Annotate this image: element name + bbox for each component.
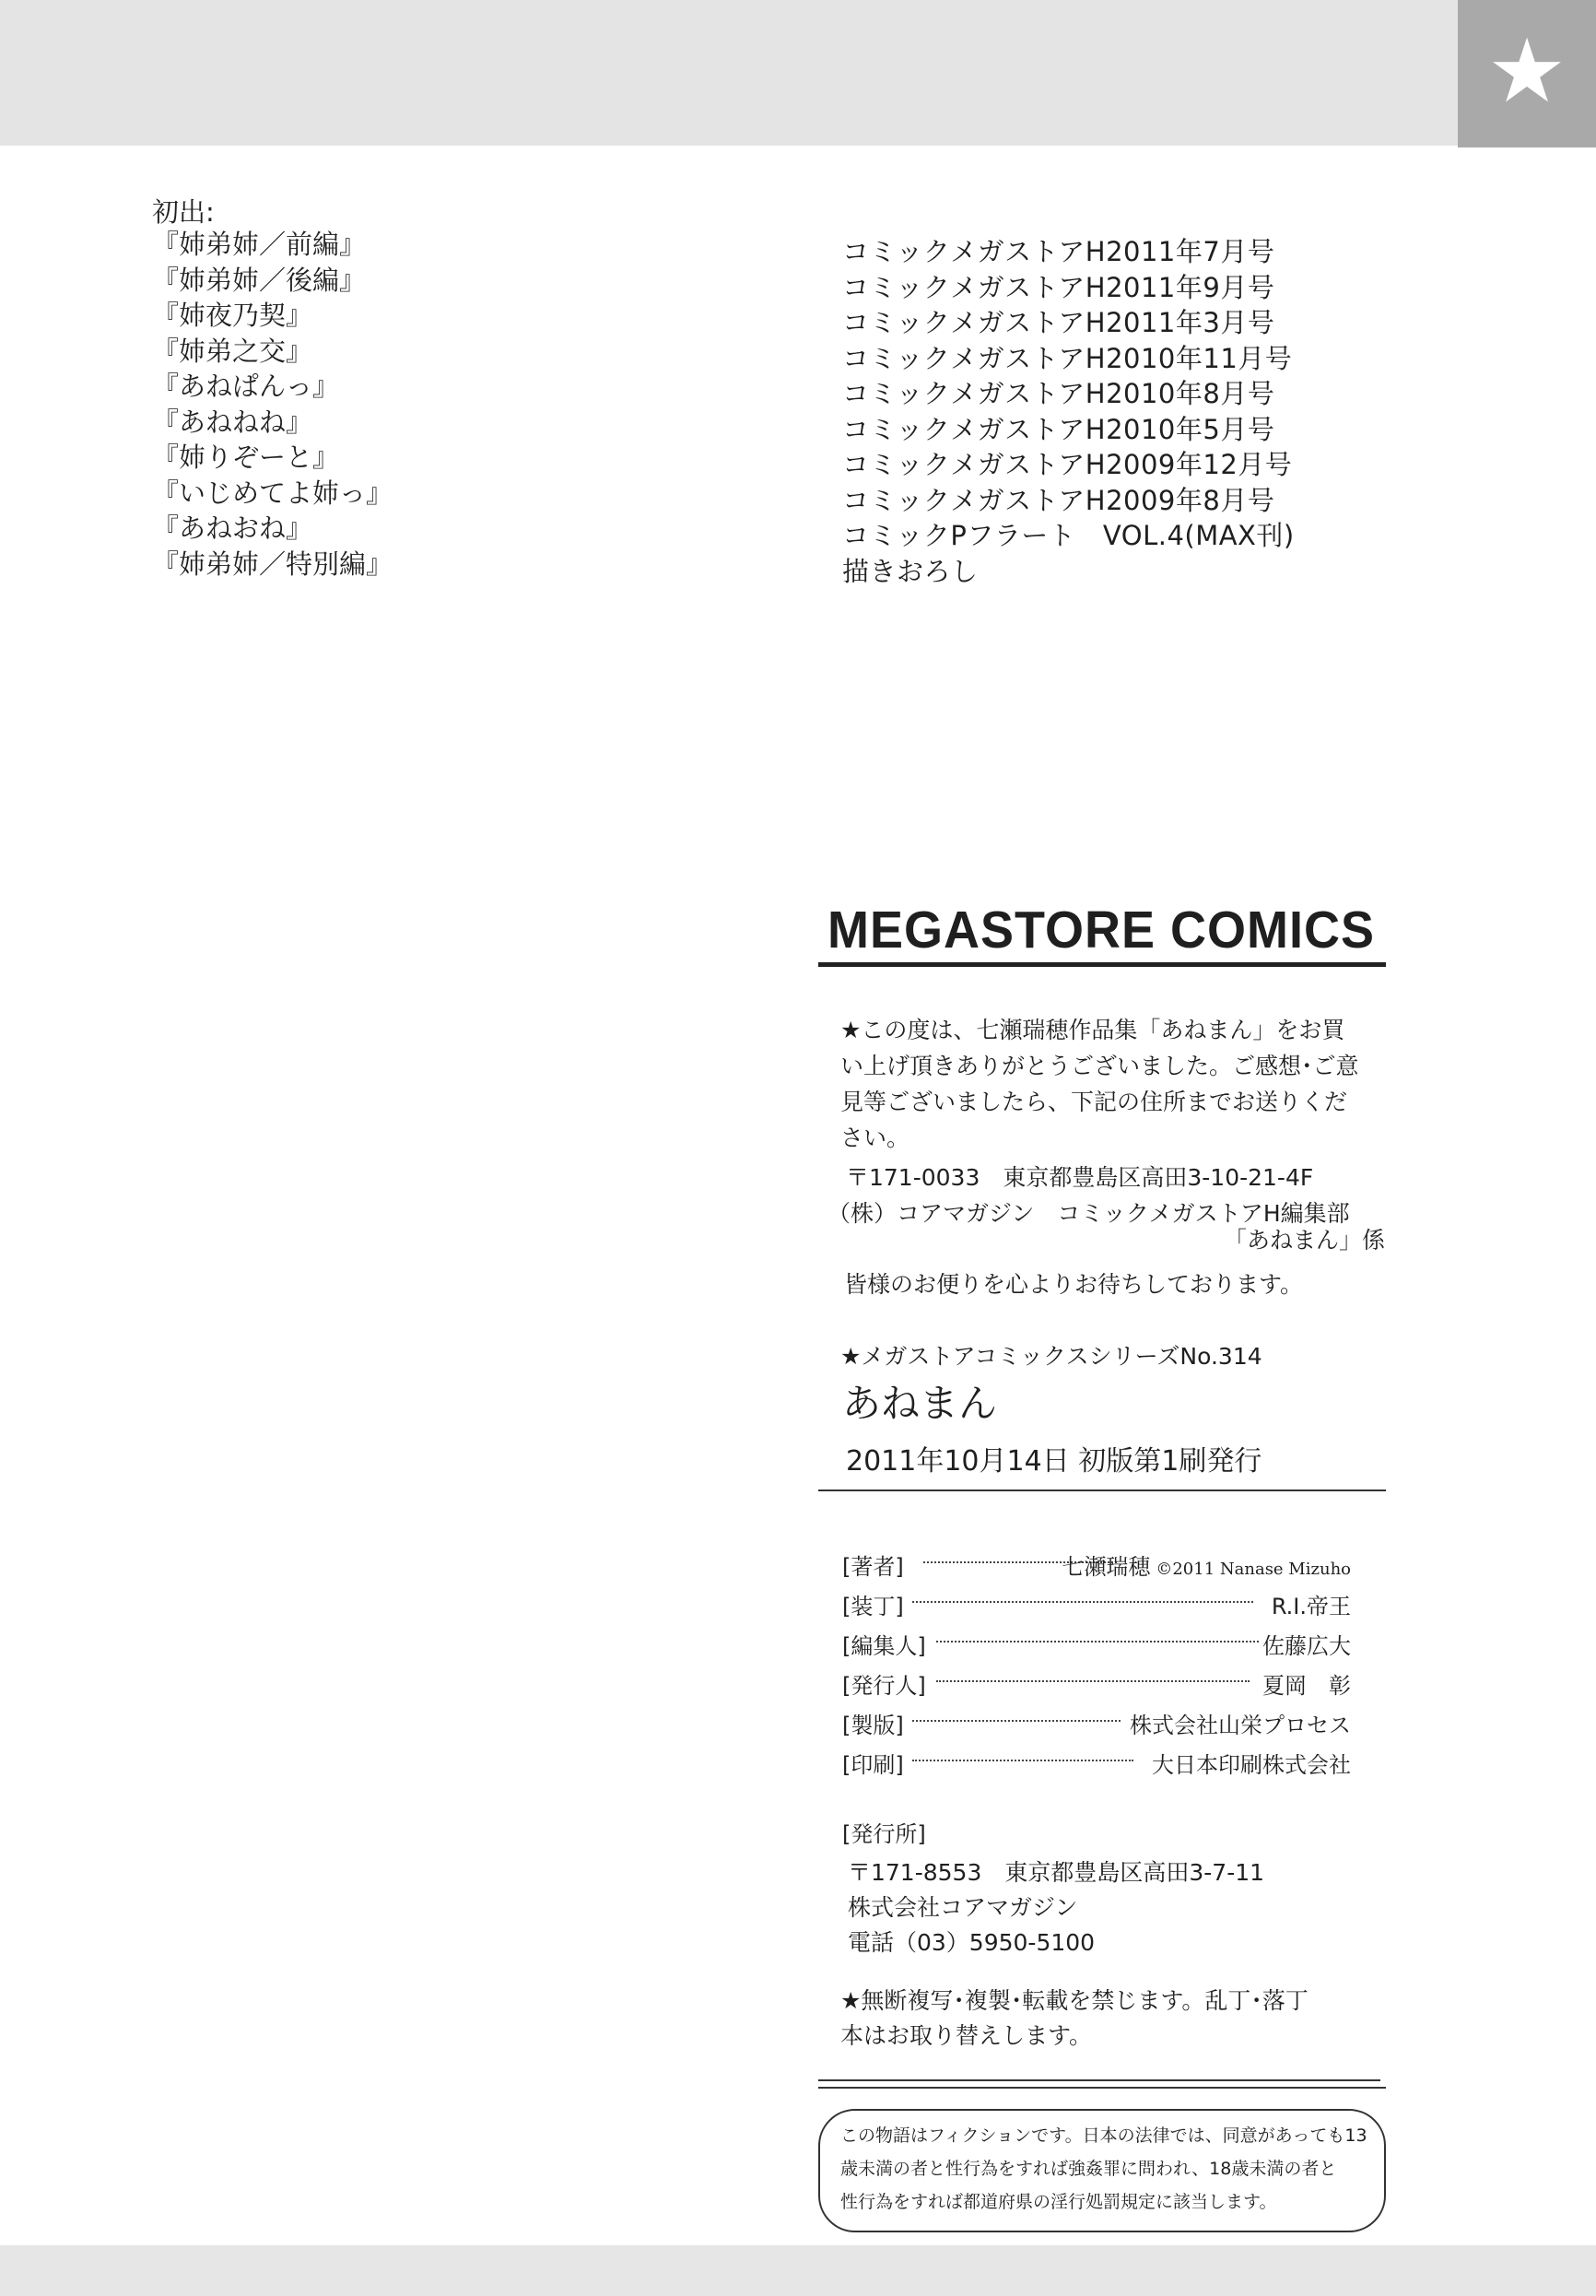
top-margin-band [0,0,1596,146]
credit-row-editor [842,1628,1351,1659]
thanks-message [840,1012,1359,1156]
credit-value: 夏岡 彰 [1262,1673,1351,1699]
source-magazine: コミックメガストアH2010年5月号 [842,413,1275,445]
work-title: 『あねおね』 [152,512,313,544]
credit-row-prepress [842,1707,1351,1738]
credit-label: [発行人] [842,1673,926,1699]
star-icon: ★ [1486,19,1567,123]
bottom-margin-band [0,2245,1596,2296]
work-title: 『姉夜乃契』 [152,300,313,331]
series-number: ★メガストアコミックスシリーズNo.314 [840,1343,1262,1370]
work-title: 『姉弟姉／特別編』 [152,548,393,580]
work-title: 『姉弟姉／後編』 [152,264,367,296]
double-rule-bottom [818,2087,1386,2089]
thanks-line: ★この度は、七瀬瑞穂作品集「あねまん」をお買 [840,1017,1345,1043]
source-magazine: コミックメガストアH2011年9月号 [842,271,1275,303]
source-magazine-list [842,234,1295,589]
work-title: 『いじめてよ姉っ』 [152,477,393,509]
publisher-postal-address: 〒171-8553 東京都豊島区高田3-7-11 [848,1859,1265,1886]
source-magazine: コミックメガストアH2009年8月号 [842,484,1275,516]
publisher-heading: [発行所] [842,1821,926,1847]
copy-prohibition-notice [840,1984,1308,2054]
work-title: 『姉弟之交』 [152,335,313,367]
book-title: あねまん [842,1381,998,1426]
source-magazine: コミックメガストアH2010年11月号 [842,342,1293,374]
credit-row-author [842,1548,1351,1580]
first-appearance-heading: 初出: [152,196,215,228]
awaiting-letters: 皆様のお便りを心よりお待ちしております。 [844,1271,1304,1298]
source-magazine: コミックメガストアH2009年12月号 [842,449,1293,480]
mail-address-postal: 〒171-0033 東京都豊島区高田3-10-21-4F [846,1164,1314,1191]
disclaimer-line: 歳未満の者と性行為をすれば強姦罪に問われ、18歳未満の者と [840,2159,1337,2179]
source-magazine: コミックPフラート VOL.4(MAX刊) [842,520,1295,551]
dot-leader [936,1680,1250,1682]
copyright-notice: ©2011 Nanase Mizuho [1156,1560,1351,1579]
publish-date: 2011年10月14日 初版第1刷発行 [846,1445,1262,1478]
credit-row-design [842,1588,1351,1619]
megastore-comics-logo: MEGASTORE COMICS [827,901,1376,960]
dot-leader [912,1720,1121,1722]
work-title: 『あねぱんっ』 [152,371,340,402]
credit-value [1062,1548,1351,1581]
dot-leader [912,1601,1253,1603]
disclaimer-line: 性行為をすれば都道府県の淫行処罰規定に該当します。 [840,2192,1277,2212]
publisher-phone: 電話（03）5950-5100 [848,1929,1096,1956]
credit-value: R.I.帝王 [1271,1594,1351,1619]
dot-leader [936,1641,1259,1643]
mail-address-department: （株）コアマガジン コミックメガストアH編集部 [827,1200,1350,1227]
credit-label: [装丁] [842,1594,904,1619]
thanks-line: 見等ございましたら、下記の住所までお送りくだ [840,1089,1348,1115]
publisher-company: 株式会社コアマガジン [848,1894,1078,1921]
credit-row-publisher-person [842,1667,1351,1699]
thanks-line: さい。 [840,1124,910,1151]
double-rule-top [818,2079,1380,2081]
credit-label: [著者] [842,1554,904,1580]
fiction-disclaimer-box [818,2109,1386,2232]
source-magazine: コミックメガストアH2010年8月号 [842,378,1275,409]
work-title: 『姉りぞーと』 [152,442,340,473]
logo-underline [818,962,1386,967]
credit-value: 株式会社山栄プロセス [1130,1713,1351,1738]
notice-line: 本はお取り替えします。 [840,2022,1093,2049]
credit-value: 佐藤広大 [1262,1633,1351,1659]
credit-label: [編集人] [842,1633,926,1659]
disclaimer-line: この物語はフィクションです。日本の法律では、同意があっても13 [840,2125,1367,2146]
divider [818,1489,1386,1491]
source-magazine: 描きおろし [842,555,979,587]
work-title: 『あねねね』 [152,406,313,438]
star-tab [1458,0,1596,147]
work-title: 『姉弟姉／前編』 [152,229,367,260]
mail-address-attention: 「あねまん」係 [1224,1227,1386,1254]
credit-label: [製版] [842,1713,904,1738]
author-name: 七瀬瑞穂 [1062,1554,1151,1580]
source-magazine: コミックメガストアH2011年3月号 [842,307,1275,338]
thanks-line: い上げ頂きありがとうございました。ご感想･ご意 [840,1053,1359,1079]
credit-value: 大日本印刷株式会社 [1152,1752,1351,1778]
credit-row-printing [842,1747,1351,1778]
source-magazine: コミックメガストアH2011年7月号 [842,236,1275,267]
credit-label: [印刷] [842,1752,904,1778]
dot-leader [912,1760,1133,1761]
work-title-list [152,227,393,582]
notice-line: ★無断複写･複製･転載を禁じます。乱丁･落丁 [840,1987,1308,2014]
